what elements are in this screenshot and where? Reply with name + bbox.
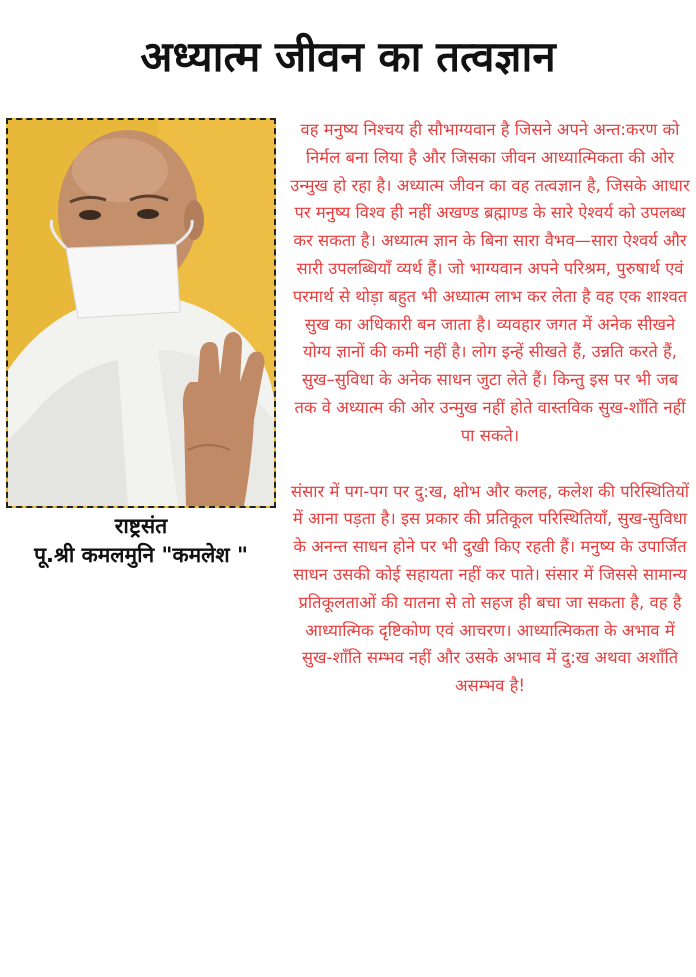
portrait-photo [6, 118, 276, 508]
caption-name: पू.श्री कमलमुनि "कमलेश " [34, 543, 248, 567]
page-title: अध्यात्म जीवन का तत्वज्ञान [140, 32, 556, 81]
portrait-illustration [8, 120, 274, 506]
photo-caption [0, 512, 282, 570]
caption-title: राष्ट्रसंत [114, 514, 168, 538]
article-body [290, 116, 690, 700]
paragraph-1: वह मनुष्य निश्चय ही सौभाग्यवान है जिसने अपने अन्त:करण को निर्मल बना लिया है और जिसका जीवन आध्यात्मिकता की ओर उन्मुख हो रहा है। अध्यात्म जीवन का वह तत्वज्ञान है, जिसके आधार पर मनुष्य विश्व ही नहीं अखण्ड ब्रह्माण्ड के सारे ऐश्वर्य को उपलब्ध कर सकता है। अध्यात्म ज्ञान के बिना सारा वैभव—सारा ऐश्वर्य और सारी उपलब्धियाँ व्यर्थ हैं। जो भाग्यवान अपने परिश्रम, पुरुषार्थ एवं परमार्थ से थोड़ा बहुत भी अध्यात्म लाभ कर लेता है वह एक शाश्वत सुख का अधिकारी बन जाता है। व्यवहार जगत में अनेक सीखने योग्य ज्ञानों की कमी नहीं है। लोग इन्हें सीखते हैं, उन्नति करते हैं, सुख–सुविधा के अनेक साधन जुटा लेते हैं। किन्तु इस पर भी जब तक वे अध्यात्म की ओर उन्मुख नहीं होते वास्तविक सुख-शाँति नहीं पा सकते। [290, 120, 690, 445]
paragraph-2: संसार में पग-पग पर दु:ख, क्षोभ और कलह, कलेश की परिस्थितियों में आना पड़ता है। इस प्रकार की प्रतिकूल परिस्थितियाँ, सुख-सुविधा के अनन्त साधन होने पर भी दुखी किए रहती हैं। मनुष्य के उपार्जित साधन उसकी कोई सहायता नहीं कर पाते। संसार में जिससे सामान्य प्रतिकूलताओं की यातना से तो सहज ही बचा जा सकता है, वह है आध्यात्मिक दृष्टिकोण एवं आचरण। आध्यात्मिकता के अभाव में सुख-शाँति सम्भव नहीं और उसके अभाव में दु:ख अथवा अशाँति असम्भव है! [290, 481, 690, 696]
